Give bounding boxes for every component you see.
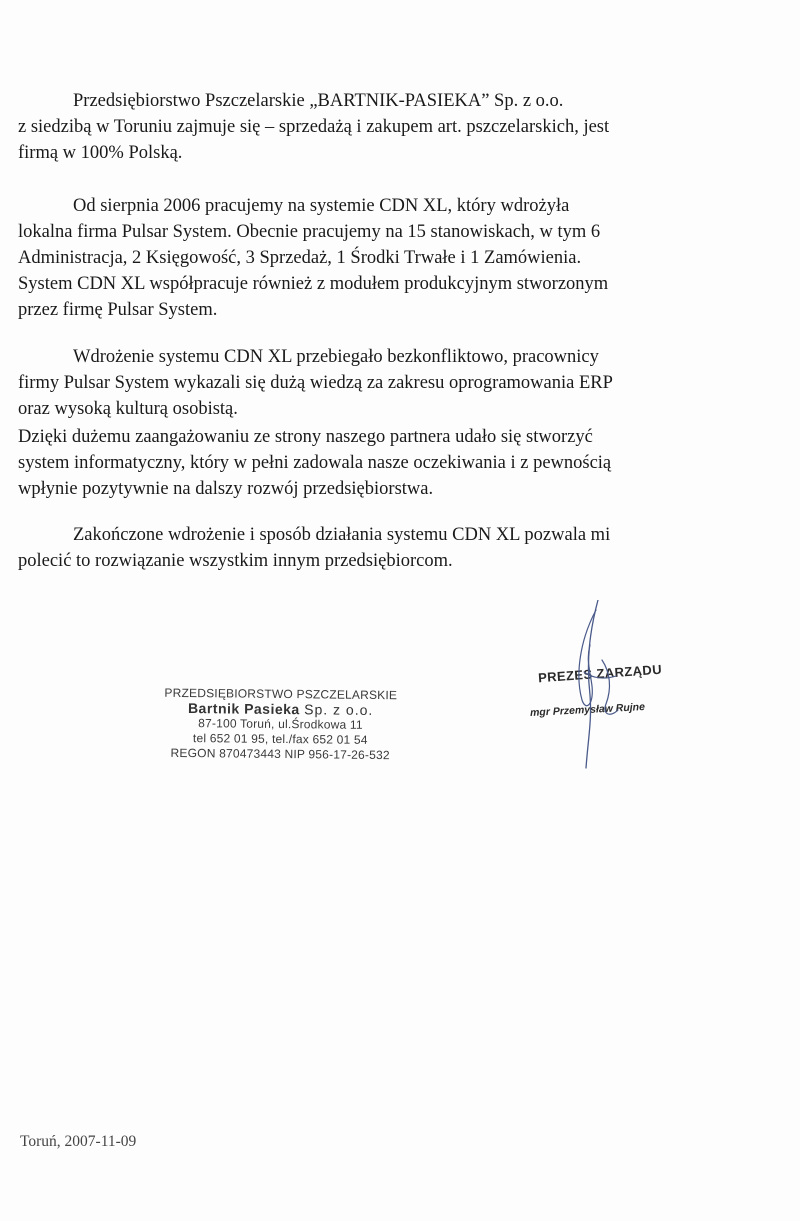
paragraph-implementation	[18, 344, 751, 422]
text-line: Dzięki dużemu zaangażowaniu ze strony naszego partnera udało się stworzyć	[18, 427, 593, 447]
text-line: firmą w 100% Polską.	[18, 143, 183, 163]
paragraph-recommendation	[18, 522, 751, 574]
paragraph-system-usage	[18, 193, 751, 323]
text-line	[18, 522, 751, 548]
text-line: Administracja, 2 Księgowość, 3 Sprzedaż, 1 Środki Trwałe i 1 Zamówienia.	[18, 248, 582, 268]
company-stamp	[138, 686, 424, 764]
text-line: System CDN XL współpracuje również z modułem produkcyjnym stworzonym	[18, 274, 609, 294]
text-line	[18, 193, 751, 219]
text-line: przez firmę Pulsar System.	[18, 300, 218, 320]
paragraph-company-intro	[18, 88, 751, 166]
stamp-company-type: PRZEDSIĘBIORSTWO PSZCZELARSKIE	[164, 685, 398, 703]
text-line: polecić to rozwiązanie wszystkim innym przedsiębiorcom.	[18, 551, 453, 571]
text-line: lokalna firma Pulsar System. Obecnie pracujemy na 15 stanowiskach, w tym 6	[18, 222, 601, 242]
text-line: wpłynie pozytywnie na dalszy rozwój przedsiębiorstwa.	[18, 479, 434, 499]
place-and-date: Toruń, 2007-11-09	[20, 1133, 137, 1150]
stamp-name-text: Bartnik Pasieka	[187, 700, 300, 718]
stamp-name-suffix: Sp. z o.o.	[304, 701, 374, 718]
text-line-content: Zakończone wdrożenie i sposób działania systemu CDN XL pozwala mi	[73, 525, 611, 545]
handwritten-signature	[520, 600, 720, 770]
text-line-content: Od sierpnia 2006 pracujemy na systemie CDN XL, który wdrożyła	[73, 196, 570, 216]
signature-name: mgr Przemysław Rujne	[529, 700, 646, 720]
stamp-address: 87-100 Toruń, ul.Środkowa 11	[198, 716, 363, 732]
signature-block	[520, 600, 720, 770]
text-line	[18, 88, 751, 114]
text-line: oraz wysoką kulturą osobistą.	[18, 399, 238, 419]
signature-title: PREZES ZARZĄDU	[537, 661, 663, 686]
text-line: z siedzibą w Toruniu zajmuje się – sprzedażą i zakupem art. pszczelarskich, jest	[18, 117, 610, 137]
text-line	[18, 344, 751, 370]
text-line: system informatyczny, który w pełni zadowala nasze oczekiwania i z pewnością	[18, 453, 612, 473]
paragraph-partner-commitment	[18, 424, 751, 502]
text-line: firmy Pulsar System wykazali się dużą wiedzą za zakresu oprogramowania ERP	[18, 373, 613, 393]
stamp-ids: REGON 870473443 NIP 956-17-26-532	[170, 745, 390, 763]
text-line-content: Przedsiębiorstwo Pszczelarskie „BARTNIK-PASIEKA” Sp. z o.o.	[73, 91, 564, 111]
text-line-content: Wdrożenie systemu CDN XL przebiegało bezkonfliktowo, pracownicy	[73, 347, 599, 367]
stamp-phone: tel 652 01 95, tel./fax 652 01 54	[192, 731, 368, 747]
